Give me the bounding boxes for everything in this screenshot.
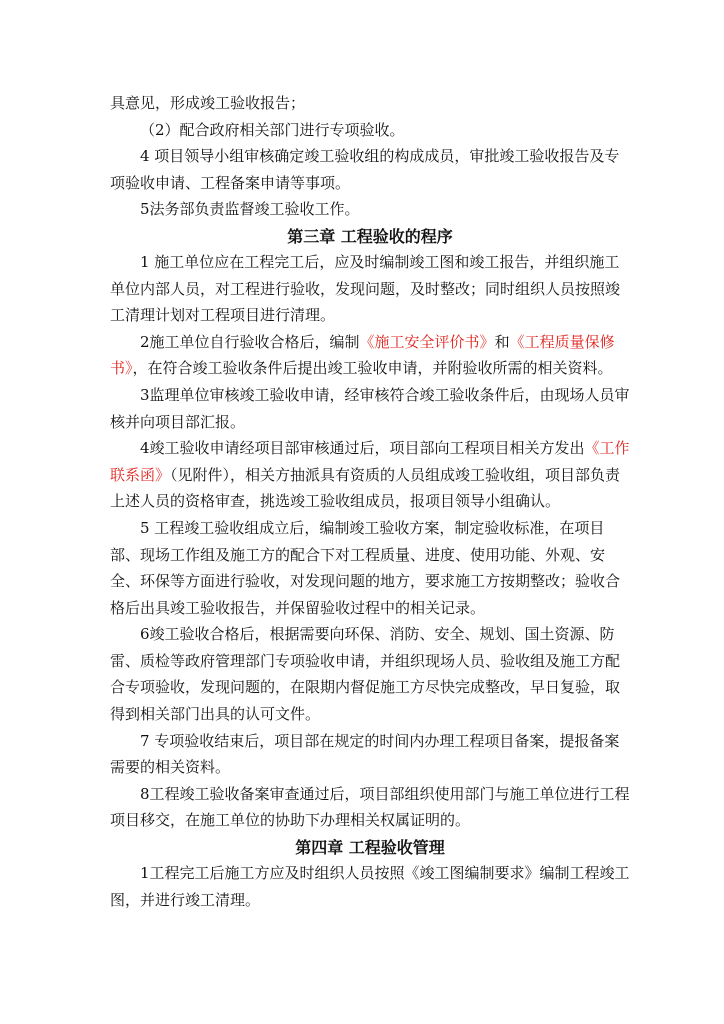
paragraph-leadership-review: 4 项目领导小组审核确定竣工验收组的构成成员，审批竣工验收报告及专项验收申请、工程备案申请等事项。: [110, 147, 620, 192]
chapter-3-step-3: 3监理单位审核竣工验收申请，经审核符合竣工验收条件后，由现场人员审核并向项目部汇报。: [110, 385, 630, 431]
chapter-3-step-6: 6竣工验收合格后，根据需要向环保、消防、安全、规划、国土资源、防雷、质检等政府管理部门专项验收申请，并组织现场人员、验收组及施工方配合专项验收，发现问题的，在限期内督促施工方尽快完成整改，早日复验，取得到相关部门出具的认可文件。: [110, 625, 621, 724]
paragraph-legal-supervision: 5法务部负责监督竣工验收工作。: [140, 200, 360, 219]
paragraph-opinion-report: 具意见，形成竣工验收报告；: [110, 94, 306, 112]
document-body: [110, 90, 630, 913]
chapter-3-step-8: 8工程竣工验收备案审查通过后，项目部组织使用部门与施工单位进行工程项目移交，在施工单位的协助下办理相关权属证明的。: [110, 784, 630, 830]
chapter-3-title: 第三章 工程验收的程序: [287, 226, 453, 246]
chapter-3-step-2: [110, 329, 630, 382]
step-4-text-b: （见附件），相关方抽派具有资质的人员组成竣工验收组，项目部负责上述人员的资格审查，挑选竣工验收组成员，报项目领导小组确认。: [110, 465, 621, 511]
chapter-3-step-7: 7 专项验收结束后，项目部在规定的时间内办理工程项目备案，提报备案需要的相关资料。: [110, 731, 620, 777]
chapter-4-step-1: 1工程完工后施工方应及时组织人员按照《竣工图编制要求》编制工程竣工图，并进行竣工清理。: [110, 864, 630, 909]
step-2-text-b: 和: [494, 332, 510, 351]
quality-warranty-link[interactable]: 《工程质量保修书》: [110, 332, 615, 378]
chapter-3-step-1: 1 施工单位应在工程完工后，应及时编制竣工图和竣工报告，并组织施工单位内部人员，对工程进行验收，发现问题，及时整改；同时组织人员按照竣工清理计划对工程项目进行清理。: [110, 252, 621, 325]
paragraph-special-acceptance: （2）配合政府相关部门进行专项验收。: [140, 120, 405, 139]
step-4-text-a: 4竣工验收申请经项目部审核通过后，项目部向工程项目相关方发出: [140, 439, 585, 458]
step-2-text-c: ，在符合竣工验收条件后提出竣工验收申请，并附验收所需的相关资料。: [132, 359, 613, 378]
chapter-3-step-4: [110, 435, 630, 515]
chapter-4-title: 第四章 工程验收管理: [295, 838, 445, 858]
step-2-text-a: 2施工单位自行验收合格后，编制: [140, 332, 360, 351]
work-contact-letter-link[interactable]: 《工作联系函》: [110, 439, 630, 484]
chapter-3-step-5: 5 工程竣工验收组成立后，编制竣工验收方案，制定验收标准，在项目部、现场工作组及施工方的配合下对工程质量、进度、使用功能、外观、安全、环保等方面进行验收，对发现问题的地方，要求施工方按期整改；验收合格后出具竣工验收报告，并保留验收过程中的相关记录。: [110, 518, 621, 617]
safety-evaluation-link[interactable]: 《施工安全评价书》: [359, 332, 495, 351]
